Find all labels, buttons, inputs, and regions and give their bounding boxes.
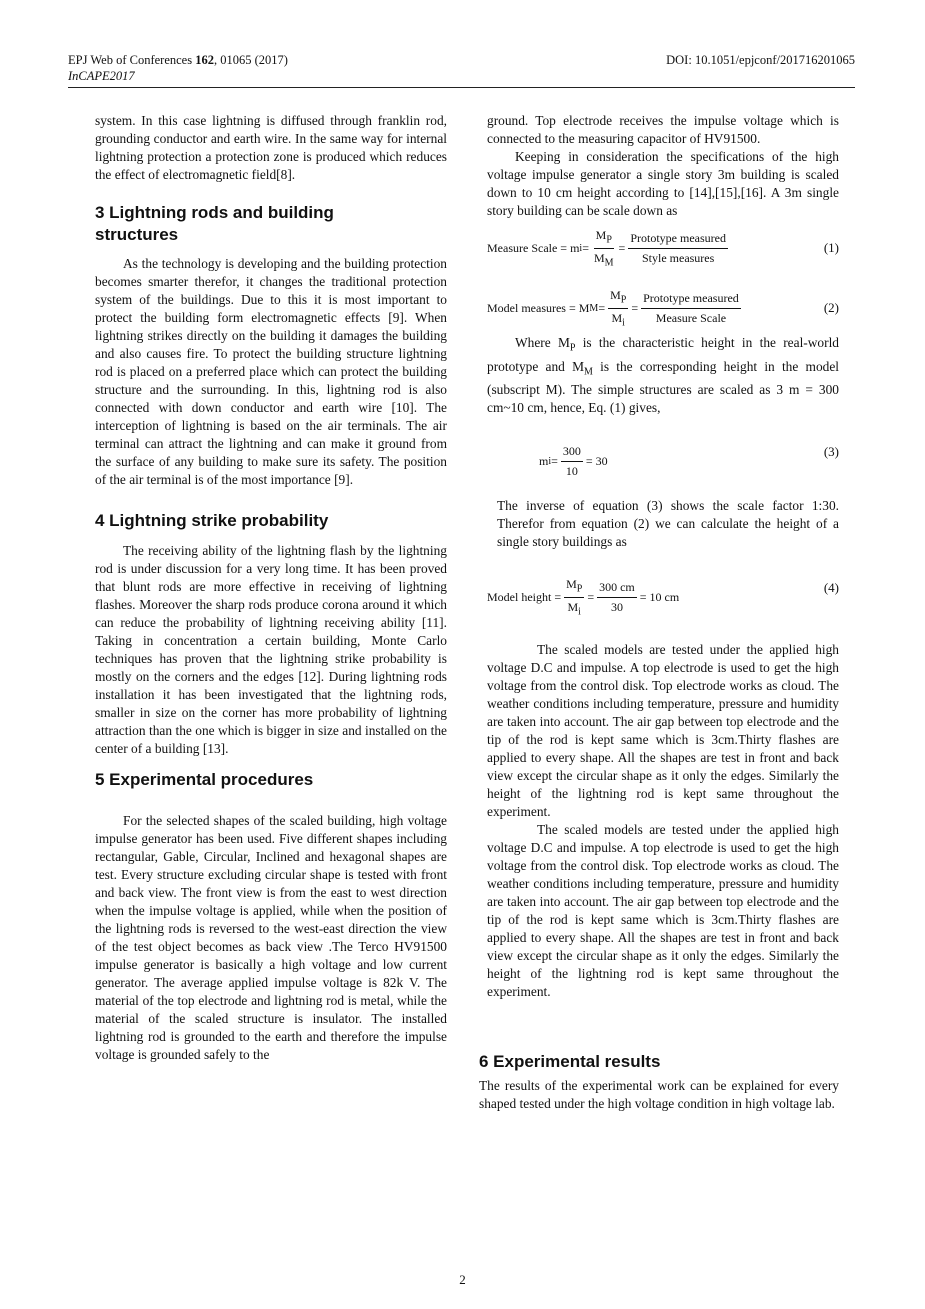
eq-sub: M (604, 256, 614, 268)
paragraph: For the selected shapes of the scaled building, high voltage impulse generator has been used. Five different shapes including rectangular, Gable, Circular, Inclined and hexagonal shapes are test. Every structure excluding circular shape is tested with front and back view. The front view is from the east to west direction when the impulse voltage is applied, while when the position of the lightning rods is reversed to the west-east direction the view of the test object becomes as back view .The Terco HV91500 impulse generator is basically a high voltage and low current generator. The average applied impulse voltage is 82k V. The material of the top electrode and lightning rod is metal, while the material of the scaled structure is insulator. The installed lightning rod is grounded to the earth and therefore the impulse voltage is grounded safely to the (95, 813, 447, 1062)
eq-sub: i (578, 606, 581, 618)
eq-sub: i (548, 455, 552, 467)
eq-sub: P (576, 583, 583, 595)
eq-sub: i (622, 316, 625, 328)
section-heading-6: 6 Experimental results (479, 1052, 661, 1072)
eq-num: Prototype measured (641, 291, 741, 309)
equation-number: (3) (823, 443, 839, 459)
eq-den: M (611, 310, 623, 325)
eq-num: M (595, 228, 607, 243)
eq-sign: = (551, 453, 558, 468)
eq-sign: = (598, 300, 606, 315)
eq-lhs: m (539, 453, 549, 468)
fraction (597, 580, 637, 615)
equation-3 (487, 437, 839, 485)
subscript: M (584, 366, 593, 378)
eq-num: 300 (561, 444, 583, 462)
paragraph: As the technology is developing and the building protection becomes smarter therefor, it changes the traditional protection system of the buildings. Due to this it is most important to protect the building form electromagnetic effects [9]. When lightning strikes directly on the building it damages the building and also causes fire. To protect the building structure lightning rod is placed on a preferred place which can protect the building structure and the surrounding. In this, lightning rod is also connected with down conductor and earth wire [10]. The interception of lightning is based on the air terminals. The air terminal can attract the lightning and can make it ground from the surface of any building to make sure its safety. The position of the air terminal is of the most importance [9]. (95, 256, 447, 487)
eq-sub: i (579, 242, 583, 254)
eq-den: 10 (565, 463, 578, 478)
section-heading-3: 3 Lightning rods and building structures (95, 203, 334, 244)
fraction (628, 231, 728, 266)
eq-sub: M (589, 302, 599, 314)
paragraph: The inverse of equation (3) shows the scale factor 1:30. Therefor from equation (2) we can calculate the height of a single story buildings as (497, 498, 839, 550)
eq-rhs: = 10 cm (639, 589, 680, 604)
eq-sub: P (606, 234, 612, 246)
equation-4 (487, 573, 839, 621)
article-number: , 01065 (2017) (213, 53, 288, 67)
volume: 162 (195, 53, 214, 67)
page-number: 2 (459, 1272, 466, 1287)
doi: DOI: 10.1051/epjconf/201716201065 (666, 53, 855, 67)
eq-num: M (610, 288, 621, 303)
equation-2 (487, 284, 839, 332)
eq-sign: = (618, 240, 626, 255)
text: is the corresponding height in the model (subscript M). The simple structures are scaled as 3 m = 300 cm~10 cm, hence, Eq. (1) gives, (487, 358, 840, 416)
eq-num: 300 cm (597, 580, 637, 598)
paragraph: The results of the experimental work can be explained for every shaped tested under the high voltage condition in high voltage lab. (479, 1078, 839, 1112)
equation-number: (1) (823, 240, 839, 255)
text: is the characteristic height in the real-world prototype and M (487, 335, 839, 374)
fraction (592, 228, 616, 268)
paragraph: The scaled models are tested under the applied high voltage D.C and impulse. A top electrode is used to get the high voltage from the control disk. Top electrode works as cloud. The weather conditions including temperature, pressure and humidity are taken into account. The air gap between top electrode and the tip of the rod is kept same which is 3cm.Thirty flashes are applied to every shape. All the shapes are test in front and back view except the circular shape as it only the edges. Similarly the height of the lightning rod is kept same throughout the experiment. (487, 642, 839, 820)
eq-num: M (566, 577, 577, 592)
header-rule (68, 87, 855, 88)
eq-den: 30 (610, 599, 623, 614)
eq-den: M (567, 599, 579, 614)
running-header-left (68, 52, 288, 84)
text: Where M (515, 335, 570, 350)
paragraph: The scaled models are tested under the applied high voltage D.C and impulse. A top electrode is used to get the high voltage from the control disk. Top electrode works as cloud. The weather conditions including temperature, pressure and humidity are taken into account. The air gap between top electrode and the tip of the rod is kept same which is 3cm.Thirty flashes are applied to every shape. All the shapes are test in front and back view except the circular shape as it only the edges. Similarly the height of the lightning rod is kept same throughout the experiment. (487, 822, 839, 1000)
equation-1 (487, 224, 839, 272)
eq-den: M (593, 250, 605, 265)
eq-num: Prototype measured (628, 231, 728, 249)
left-column (95, 112, 447, 1064)
eq-sub: P (620, 294, 627, 306)
conference-name: InCAPE2017 (68, 69, 135, 83)
eq-sign: = (582, 240, 589, 255)
eq-sign: = (631, 300, 639, 315)
eq-rhs: = 30 (585, 453, 608, 468)
paragraph: The receiving ability of the lightning flash by the lightning rod is under discussion for a very long time. It has been proved that blunt rods are more effective in receiving of lightning flashes. Moreover the sharp rods produce corona around it which can reduce the probability of lightning receiving ability [11]. Taking in concentration a certain building, Monte Carlo techniques has proven that the lightning strike probability is mostly on the corners and the edges [12]. During lightning rods installation it has been investigated that the lightning rods, smaller in size on the corner has more probability of lightning attraction than the one which is bigger in size and installed on the center of a building [13]. (95, 543, 447, 756)
equation-number: (2) (823, 300, 839, 315)
eq-lhs: Model height = (487, 589, 562, 604)
paragraph: Keeping in consideration the specifications of the high voltage impulse generator a single story 3m building is scaled down to 10 cm height according to [14],[15],[16]. A 3m single story building can be scale down as (487, 149, 839, 218)
fraction (561, 444, 583, 479)
fraction (641, 291, 741, 326)
section-heading-5: 5 Experimental procedures (95, 770, 314, 789)
eq-sign: = (587, 589, 595, 604)
equation-number: (4) (823, 579, 839, 595)
journal-name: EPJ Web of Conferences (68, 53, 196, 67)
eq-den: Style measures (641, 250, 715, 265)
subscript: P (569, 342, 576, 354)
paragraph: ground. Top electrode receives the impulse voltage which is connected to the measuring capacitor of HV91500. (487, 113, 839, 146)
eq-den: Measure Scale (655, 310, 727, 325)
paragraph (487, 334, 839, 417)
fraction (608, 288, 628, 328)
eq-lhs: Measure Scale = m (487, 240, 580, 255)
fraction (564, 577, 584, 617)
right-column (479, 112, 840, 1113)
paragraph: system. In this case lightning is diffused through franklin rod, grounding conductor and earth wire. In the same way for internal lightning protection a protection zone is produced which reduces the effect of electromagnetic field[8]. (95, 113, 447, 182)
section-heading-4: 4 Lightning strike probability (95, 511, 329, 530)
eq-lhs: Model measures = M (487, 300, 590, 315)
